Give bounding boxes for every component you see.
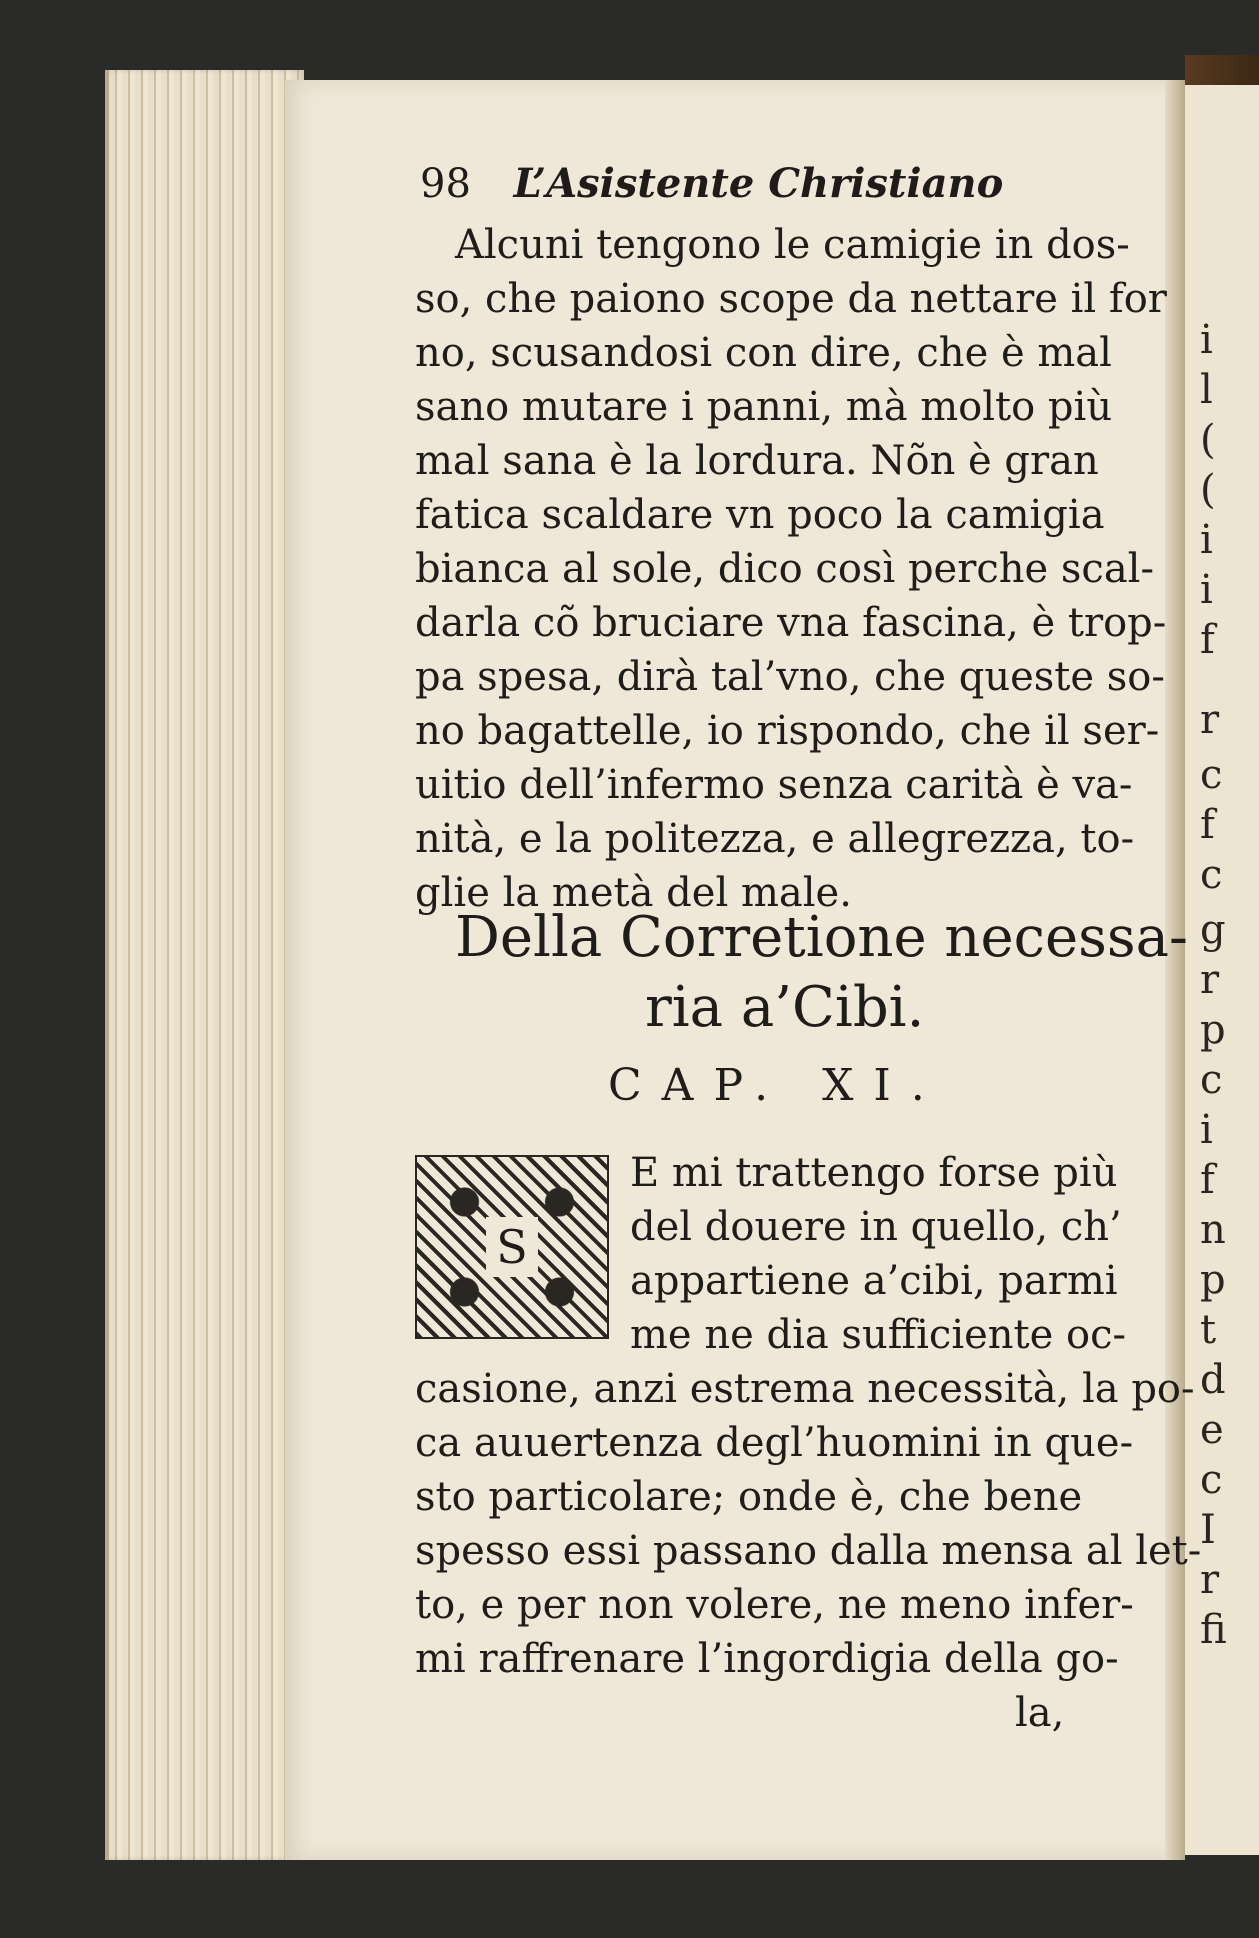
facing-page-letter: r	[1200, 697, 1220, 743]
facing-page-letter: n	[1200, 1207, 1226, 1253]
facing-page-letter: e	[1200, 1407, 1224, 1453]
facing-page-letter: fi	[1200, 1607, 1227, 1653]
text-line: no bagattelle, io rispondo, che il ser-	[415, 708, 1160, 754]
facing-page-letter: (	[1200, 467, 1216, 513]
chapter-heading: CAP. XI.	[608, 1060, 945, 1111]
text-line: glie la metà del male.	[415, 870, 852, 916]
facing-page-letter: g	[1200, 907, 1226, 953]
text-line: pa spesa, dirà tal’vno, che queste so-	[415, 654, 1165, 700]
facing-page-letter: r	[1200, 957, 1220, 1003]
facing-page-letter: (	[1200, 417, 1216, 463]
facing-page-letter: c	[1200, 852, 1223, 898]
text-line: to, e per non volere, ne meno infer-	[415, 1582, 1134, 1628]
facing-page	[1185, 85, 1259, 1855]
facing-page-letter: f	[1200, 802, 1215, 848]
text-line: ca auuertenza degl’huomini in que-	[415, 1420, 1134, 1466]
facing-page-letter: d	[1200, 1357, 1226, 1403]
facing-page-letter: i	[1200, 567, 1213, 613]
page-header	[420, 160, 1003, 207]
text-line: bianca al sole, dico così perche scal-	[415, 546, 1154, 592]
text-line: fatica scaldare vn poco la camigia	[415, 492, 1105, 538]
catchword: la,	[1015, 1690, 1065, 1736]
page-edges	[105, 70, 304, 1860]
text-line: nità, e la politezza, e allegrezza, to-	[415, 816, 1135, 862]
facing-page-letter: l	[1200, 367, 1213, 413]
ribbon-marker	[1185, 55, 1259, 85]
text-line: del douere in quello, ch’	[630, 1204, 1122, 1250]
text-line: E mi trattengo forse più	[630, 1150, 1118, 1196]
section-title-line-2: ria a’Cibi.	[645, 975, 925, 1040]
text-line: so, che paiono scope da nettare il for	[415, 276, 1167, 322]
facing-page-letter: t	[1200, 1307, 1217, 1353]
facing-page-letter: f	[1200, 617, 1215, 663]
drop-cap-letter: S	[486, 1217, 538, 1277]
text-line: appartiene a’cibi, parmi	[630, 1258, 1118, 1304]
text-line: Alcuni tengono le camigie in dos-	[455, 222, 1130, 268]
facing-page-letter: i	[1200, 517, 1213, 563]
text-line: sano mutare i panni, mà molto più	[415, 384, 1113, 430]
facing-page-letter: p	[1200, 1257, 1226, 1303]
text-line: uitio dell’infermo senza carità è va-	[415, 762, 1133, 808]
facing-page-letter: c	[1200, 1457, 1223, 1503]
text-line: me ne dia sufficiente oc-	[630, 1312, 1127, 1358]
page-number: 98	[420, 161, 471, 207]
facing-page-letter: c	[1200, 1057, 1223, 1103]
ornamental-drop-cap	[415, 1155, 609, 1339]
facing-page-letter: c	[1200, 752, 1223, 798]
section-title-line-1: Della Corretione necessa-	[455, 905, 1188, 970]
facing-page-letter: I	[1200, 1507, 1216, 1553]
facing-page-letter: i	[1200, 317, 1213, 363]
facing-page-letter: r	[1200, 1557, 1220, 1603]
text-line: mi raffrenare l’ingordigia della go-	[415, 1636, 1119, 1682]
facing-page-letter: i	[1200, 1107, 1213, 1153]
text-line: mal sana è la lordura. Nõn è gran	[415, 438, 1099, 484]
running-title: L’Asistente Christiano	[513, 160, 1004, 207]
facing-page-letter: f	[1200, 1157, 1215, 1203]
text-line: no, scusandosi con dire, che è mal	[415, 330, 1112, 376]
text-line: sto particolare; onde è, che bene	[415, 1474, 1083, 1520]
text-line: spesso essi passano dalla mensa al let-	[415, 1528, 1202, 1574]
text-line: darla cõ bruciare vna fascina, è trop-	[415, 600, 1167, 646]
text-line: casione, anzi estrema necessità, la po-	[415, 1366, 1195, 1412]
facing-page-letter: p	[1200, 1007, 1226, 1053]
book-gutter	[1165, 80, 1185, 1860]
